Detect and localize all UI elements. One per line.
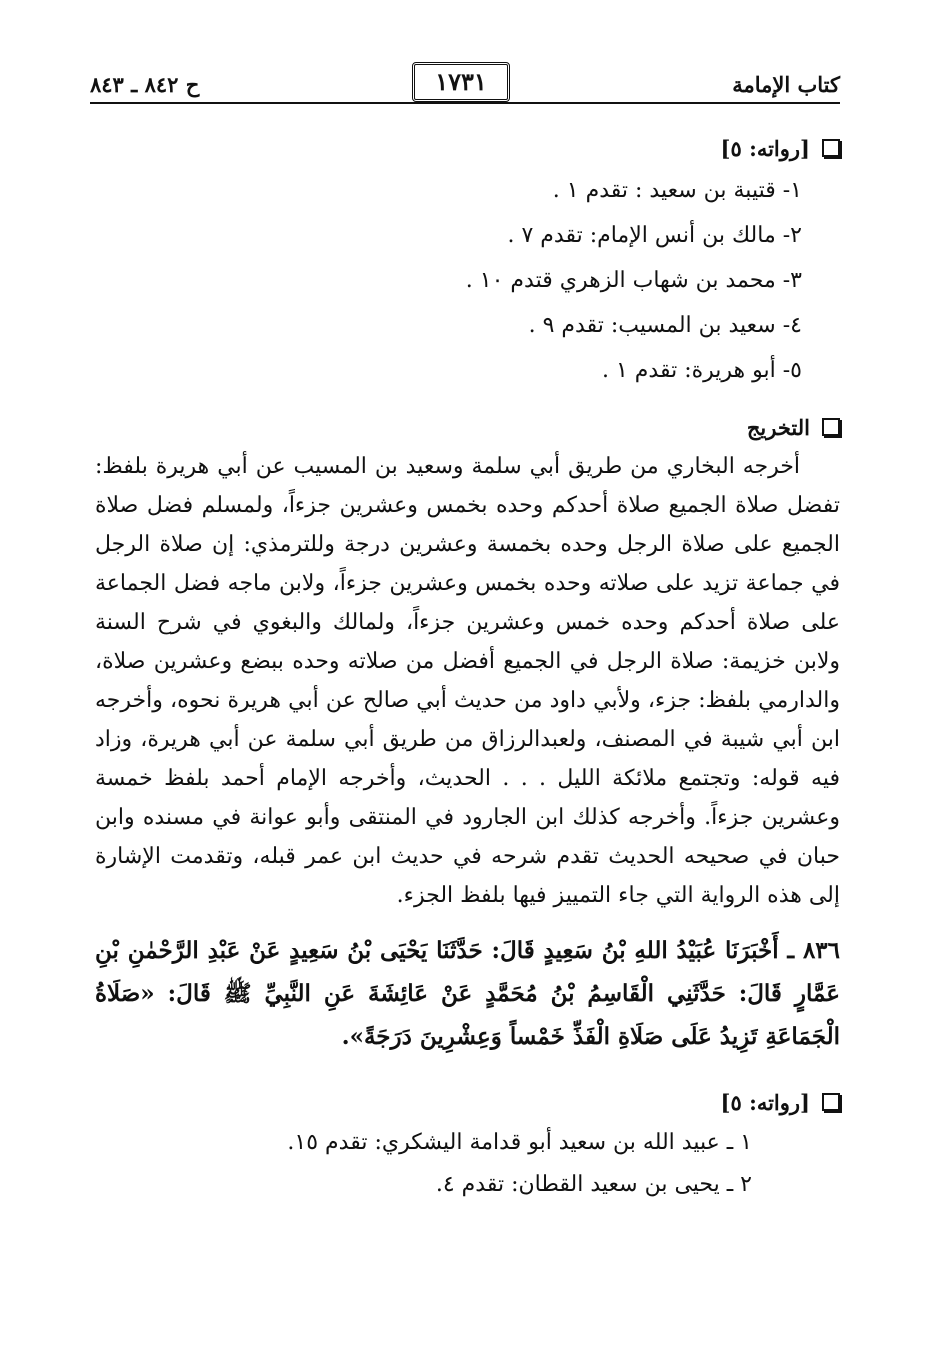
square-bullet-icon [822,418,840,436]
book-title: كتاب الإمامة [732,72,840,97]
hadith-range: ح ٨٤٢ ـ ٨٤٣ [90,72,200,97]
list-item: ١ ـ عبيد الله بن سعيد أبو قدامة اليشكري: تقدم ١٥. [287,1130,752,1155]
list-item: ١- قتيبة بن سعيد : تقدم ١ . [552,178,802,203]
page-number: ١٧٣١ [412,62,510,102]
takhrij-paragraph [95,447,840,915]
narrators-heading-label: [رواته: ٥] [720,135,810,161]
page-header [90,62,840,102]
narrators-heading-2 [95,1082,840,1122]
takhrij-heading-label: التخريج [746,414,810,440]
takhrij-text: أخرجه البخاري من طريق أبي سلمة وسعيد بن المسيب عن أبي هريرة بلفظ: تفضل صلاة الجميع صلاة أحدكم وحده بخمس وعشرين جزءاً، ولمسلم فضل صلاة الجميع على صلاة الرجل وحده بخمسة وعشرين درجة وللترمذي: إن صلاة الرجل في جماعة تزيد على صلاته وحده بخمس وعشرين جزءاً، ولابن ماجه فضل الجماعة على صلاة أحدكم وحده خمس وعشرين جزءاً، ولمالك والبغوي في شرح السنة ولابن خزيمة: صلاة الرجل في الجميع أفضل من صلاته وحده ببضع وعشرين صلاة، والدارمي بلفظ: جزء، ولأبي داود من حديث أبي صالح عن أبي هريرة نحوه، وأخرجه ابن أبي شيبة في المصنف، ولعبدالرزاق من طريق أبي سلمة عن أبي هريرة، وزاد فيه قوله: وتجتمع ملائكة الليل . . . الحديث، وأخرجه الإمام أحمد بلفظ خمسة وعشرين جزءاً. وأخرجه كذلك ابن الجارود في المنتقى وأبو عوانة في مسنده وابن حبان في صحيحه الحديث تقدم شرحه في حديث ابن عمر قبله، وتقدمت الإشارة إلى هذه الرواية التي جاء التمييز فيها بلفظ الجزء. [95,454,840,908]
hadith-text: ٨٣٦ ـ أَخْبَرَنَا عُبَيْدُ اللهِ بْنُ سَعِيدٍ قَالَ: حَدَّثَنَا يَحْيَى بْنُ سَعِيدٍ عَنْ عَبْدِ الرَّحْمٰنِ بْنِ عَمَّارٍ قَالَ: حَدَّثَنِي الْقَاسِمُ بْنُ مُحَمَّدٍ عَنْ عَائِشَةَ عَنِ النَّبِيِّ ﷺ قَالَ: «صَلَاةُ الْجَمَاعَةِ تَزِيدُ عَلَى صَلَاةِ الْفَذِّ خَمْساً وَعِشْرِينَ دَرَجَةً». [95,937,840,1050]
narrators-list [95,168,840,393]
takhrij-heading [95,407,840,447]
list-item: ٥- أبو هريرة: تقدم ١ . [601,358,802,383]
square-bullet-icon [822,1093,840,1111]
list-item: ٢- مالك بن أنس الإمام: تقدم ٧ . [507,223,802,248]
list-item: ٤- سعيد بن المسيب: تقدم ٩ . [528,313,802,338]
narrators-heading-label: [رواته: ٥] [720,1089,810,1115]
narrators-list-2 [95,1122,840,1206]
header-rule [90,102,840,104]
square-bullet-icon [822,139,840,157]
page-content [95,128,840,1206]
list-item: ٢ ـ يحيى بن سعيد القطان: تقدم ٤. [435,1172,752,1197]
list-item: ٣- محمد بن شهاب الزهري قتدم ١٠ . [465,268,802,293]
narrators-heading [95,128,840,168]
